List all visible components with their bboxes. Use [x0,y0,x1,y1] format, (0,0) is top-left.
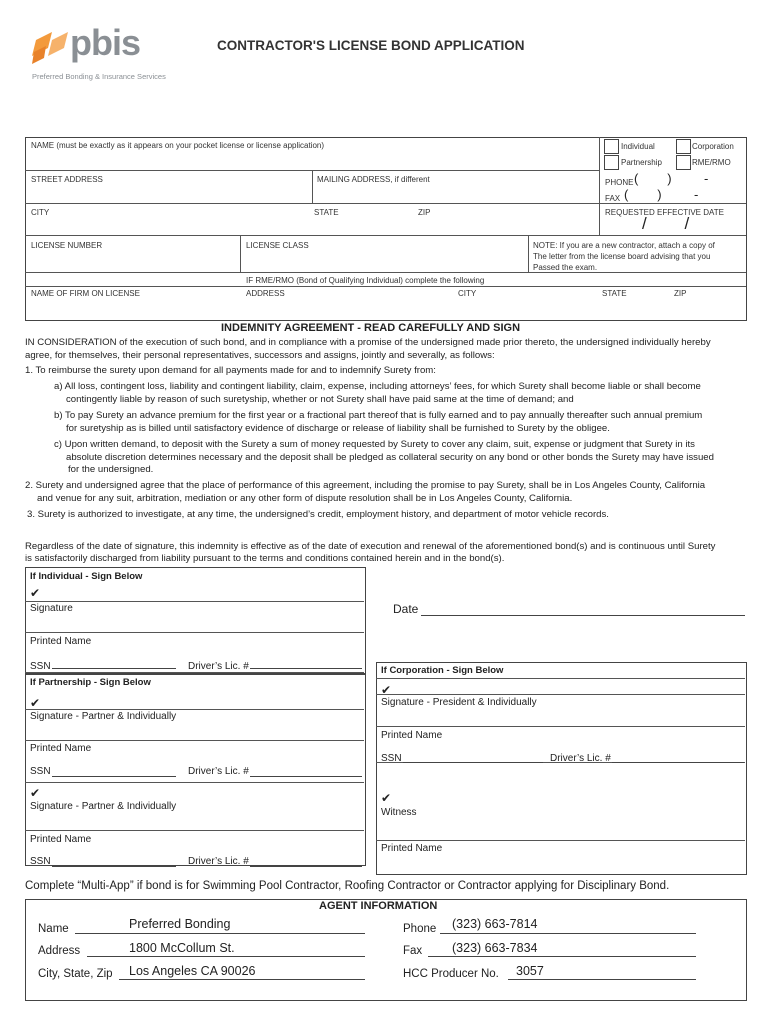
partner2-drivers-label: Driver’s Lic. # [188,856,249,867]
city-label: CITY [31,208,50,217]
clause-a-1: a) All loss, contingent loss, liability and contingent liability, claim, expense, including attorneys’ fees, for which Surety shall become liable or shall become [54,381,701,392]
partner2-drivers-field[interactable] [250,852,362,867]
logo-name: pbis [70,22,141,63]
individual-title: If Individual - Sign Below [30,571,143,582]
indemnity-intro-1: IN CONSIDERATION of the execution of such bond, and in compliance with a promise of the undersigned made prior thereto, the undersigned individually hereby [25,337,711,348]
divider [25,272,746,273]
partner1-signature-label[interactable]: Signature - Partner & Individually [30,711,177,722]
street-label: STREET ADDRESS [31,175,103,184]
agent-name-label: Name [38,923,69,935]
divider [25,782,364,783]
regardless-2: is satisfactorily discharged from liability pursuant to the terms and conditions contained herein and in the bond(s). [25,553,505,564]
corporation-drivers-field[interactable] [612,748,744,763]
mailing-label: MAILING ADDRESS, if different [317,175,430,184]
divider [376,678,745,679]
divider [25,203,746,204]
partner1-check: ✔ [30,696,41,710]
rme-note: IF RME/RMO (Bond of Qualifying Individual) complete the following [246,276,485,285]
license-class-label: LICENSE CLASS [246,241,309,250]
corporation-checkbox[interactable] [676,139,691,154]
divider [376,840,745,841]
license-number-label: LICENSE NUMBER [31,241,103,250]
individual-ssn-field[interactable] [52,654,176,669]
agent-phone-label: Phone [403,923,437,935]
divider [240,235,241,272]
clause-2-b: and venue for any suit, arbitration, mediation or any other form of dispute resolution shall be in Los Angeles County, California. [37,493,573,504]
fax-label: FAX [605,194,621,203]
corporation-ssn-field[interactable] [403,748,543,763]
firm-state-label: STATE [602,289,627,298]
corporation-drivers-label: Driver’s Lic. # [550,753,611,764]
agent-producer-label: HCC Producer No. [403,968,499,980]
divider [599,137,600,235]
agent-fax-label: Fax [403,945,423,957]
note-line-1: NOTE: If you are a new contractor, attach a copy of [533,241,715,250]
partner2-printed-name[interactable]: Printed Name [30,834,92,845]
individual-signature-label[interactable]: Signature [30,603,73,614]
phone-format: ( ) - [634,171,709,186]
rme-rmo-checkbox[interactable] [676,155,691,170]
partner2-ssn-label: SSN [30,856,51,867]
date-slashes: / / [642,214,690,233]
clause-1: 1. To reimburse the surety upon demand for all payments made for and to indemnify Surety from: [25,365,436,376]
zip-label: ZIP [418,208,431,217]
individual-check: ✔ [30,586,41,600]
fax-format: ( ) - [624,187,699,202]
individual-printed-name[interactable]: Printed Name [30,636,92,647]
agent-name-value: Preferred Bonding [129,917,231,931]
partner1-printed-name[interactable]: Printed Name [30,743,92,754]
date-label: Date [393,602,419,616]
requested-date-label: REQUESTED EFFECTIVE DATE [605,208,724,217]
agent-producer-value: 3057 [516,964,544,978]
note-line-3: Passed the exam. [533,263,598,272]
partner2-ssn-field[interactable] [52,852,176,867]
individual-label: Individual [621,142,655,151]
clause-3: 3. Surety is authorized to investigate, at any time, the undersigned’s credit, employment history, and department of motor vehicle records. [27,509,609,520]
date-field[interactable] [421,601,745,616]
firm-address-label: ADDRESS [246,289,285,298]
corporation-printed-name[interactable]: Printed Name [381,730,443,741]
agent-city-label: City, State, Zip [38,968,113,980]
partner1-drivers-field[interactable] [250,762,362,777]
clause-c-2: absolute discretion determines necessary and the deposit shall be pledged as collateral security on any bond or other bonds the Surety may have issued [66,452,714,463]
witness-check: ✔ [381,791,392,805]
logo-tagline: Preferred Bonding & Insurance Services [32,72,166,81]
rme-rmo-label: RME/RMO [692,158,731,167]
individual-drivers-field[interactable] [250,654,362,669]
agent-title: AGENT INFORMATION [319,900,438,912]
agent-address-value: 1800 McCollum St. [129,941,235,955]
corporation-check: ✔ [381,683,392,697]
indemnity-intro-2: agree, for themselves, their personal representatives, successors and assigns, jointly and severally, as follows: [25,350,495,361]
agent-phone-value: (323) 663-7814 [452,917,538,931]
firm-zip-label: ZIP [674,289,687,298]
clause-c-1: c) Upon written demand, to deposit with the Surety a sum of money requested by Surety to cover any claim, suit, expense or judgment that Surety in its [54,439,695,450]
divider [312,170,313,203]
corporation-label: Corporation [692,142,734,151]
witness-printed-name[interactable]: Printed Name [381,843,443,854]
logo [28,22,168,84]
individual-drivers-label: Driver’s Lic. # [188,661,249,672]
divider [25,286,746,287]
corporation-signature-label[interactable]: Signature - President & Individually [381,697,537,708]
partnership-checkbox[interactable] [604,155,619,170]
agent-fax-value: (323) 663-7834 [452,941,538,955]
regardless-1: Regardless of the date of signature, this indemnity is effective as of the date of execution and renewal of the aforementioned bond(s) and is continuous until Surety [25,541,716,552]
clause-2-a: 2. Surety and undersigned agree that the place of performance of this agreement, including the promise to pay Surety, shall be in Los Angeles County, California [25,480,706,491]
agent-address-label: Address [38,945,81,957]
firm-label: NAME OF FIRM ON LICENSE [31,289,140,298]
partnership-label: Partnership [621,158,662,167]
partner1-drivers-label: Driver’s Lic. # [188,766,249,777]
individual-checkbox[interactable] [604,139,619,154]
indemnity-title: INDEMNITY AGREEMENT - READ CAREFULLY AND SIGN [221,322,521,334]
divider [25,830,364,831]
partner1-ssn-field[interactable] [52,762,176,777]
clause-c-3: for the undersigned. [68,464,154,475]
agent-city-value: Los Angeles CA 90026 [129,964,256,978]
firm-city-label: CITY [458,289,477,298]
clause-b-2: for suretyship as is billed until satisfactory evidence of discharge or release of liability shall be furnished to Surety by the obligee. [66,423,610,434]
divider [25,740,364,741]
partner2-check: ✔ [30,786,41,800]
divider [528,235,529,272]
divider [376,694,745,695]
state-label: STATE [314,208,339,217]
multi-app-note: Complete “Multi-App” if bond is for Swimming Pool Contractor, Roofing Contractor or Contractor applying for Disciplinary Bond. [25,880,670,892]
individual-ssn-label: SSN [30,661,51,672]
witness-label[interactable]: Witness [381,807,417,818]
partner1-ssn-label: SSN [30,766,51,777]
phone-label: PHONE [605,178,634,187]
divider [25,601,364,602]
partnership-title: If Partnership - Sign Below [30,677,151,688]
divider [25,235,746,236]
name-label: NAME (must be exactly as it appears on your pocket license or license application) [31,141,325,150]
note-line-2: The letter from the license board advising that you [533,252,711,261]
clause-a-2: contingently liable by reason of such suretyship, whether or not Surety shall have paid same at the time of demand; and [66,394,574,405]
partner2-signature-label[interactable]: Signature - Partner & Individually [30,801,177,812]
divider [25,632,364,633]
page-title: CONTRACTOR'S LICENSE BOND APPLICATION [217,38,525,53]
corporation-title: If Corporation - Sign Below [381,665,504,676]
divider [376,726,745,727]
clause-b-1: b) To pay Surety an advance premium for the first year or a fractional part thereof that is fully earned and to pay annually thereafter such annual premium [54,410,703,421]
logo-mark-icon [28,30,72,70]
corporation-ssn-label: SSN [381,753,402,764]
